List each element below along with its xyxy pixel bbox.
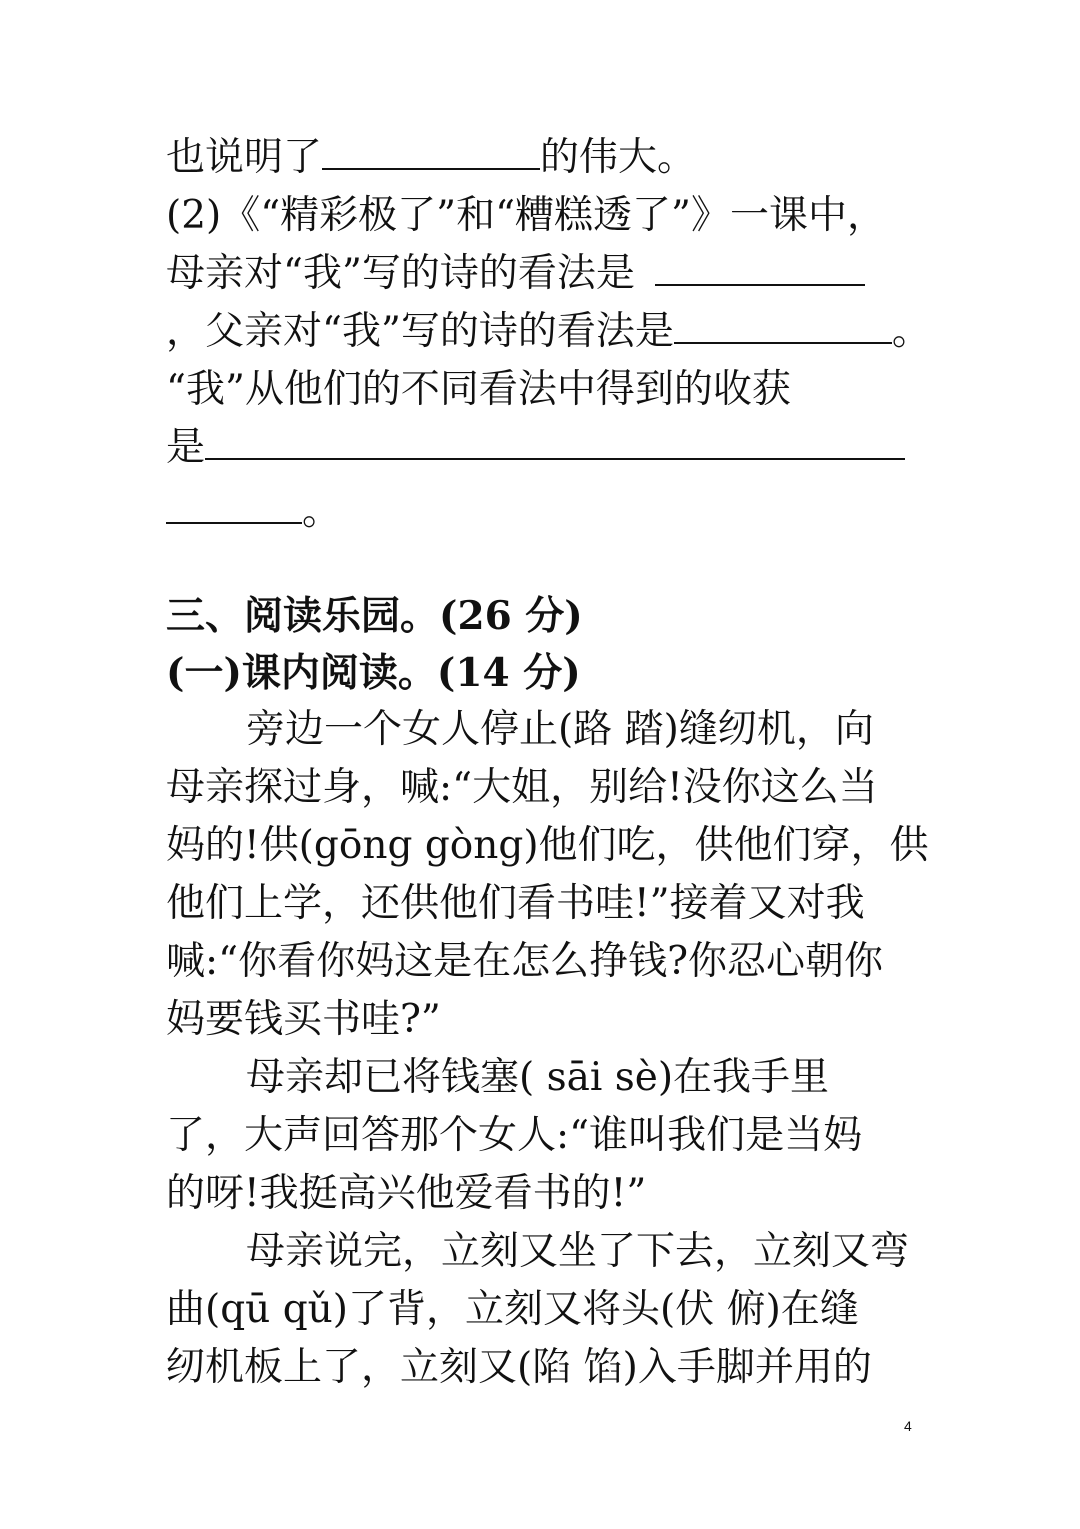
fill-in-line-6	[166, 420, 916, 476]
text-segment: 。	[891, 309, 931, 354]
fill-in-line-4	[166, 304, 931, 360]
answer-blank[interactable]	[166, 484, 302, 524]
passage-line: 母亲探过身，喊:“大姐，别给!没你这么当	[166, 765, 878, 810]
passage-line: 母亲说完，立刻又坐了下去，立刻又弯	[246, 1229, 910, 1274]
section-subtitle: (一)课内阅读。(14 分)	[166, 650, 581, 696]
fill-in-line-5: “我”从他们的不同看法中得到的收获	[166, 367, 791, 412]
answer-blank[interactable]	[674, 304, 892, 344]
passage-line: 旁边一个女人停止(路 踏)缝纫机，向	[246, 707, 874, 752]
fill-in-line-2: (2)《“精彩极了”和“糟糕透了”》一课中，	[166, 193, 886, 238]
passage-line: 妈要钱买书哇?”	[166, 997, 441, 1042]
text-segment: 也说明了	[166, 135, 323, 180]
answer-blank[interactable]	[655, 246, 865, 286]
passage-line: 母亲却已将钱塞( sāi sè)在我手里	[246, 1055, 830, 1100]
answer-blank[interactable]	[205, 420, 905, 460]
text-segment: 母亲对“我”写的诗的看法是	[166, 251, 635, 296]
answer-blank[interactable]	[322, 130, 540, 170]
section-title: 三、阅读乐园。(26 分)	[166, 593, 583, 639]
fill-in-line-3	[166, 246, 916, 302]
passage-line: 了，大声回答那个女人:“谁叫我们是当妈	[166, 1113, 863, 1158]
passage-line: 喊:“你看你妈这是在怎么挣钱?你忍心朝你	[166, 939, 883, 984]
passage-line: 的呀!我挺高兴他爱看书的!”	[166, 1171, 647, 1216]
page-number: 4	[904, 1418, 912, 1434]
passage-line: 妈的!供(gōng gòng)他们吃，供他们穿，供	[166, 823, 929, 868]
passage-line: 曲(qū qǔ)了背，立刻又将头(伏 俯)在缝	[166, 1287, 859, 1332]
text-segment: 的伟大。	[540, 135, 697, 180]
fill-in-line-7	[166, 484, 916, 540]
passage-line: 纫机板上了，立刻又(陷 馅)入手脚并用的	[166, 1345, 872, 1390]
text-segment: 。	[302, 489, 342, 534]
text-segment: ，父亲对“我”写的诗的看法是	[166, 309, 674, 354]
fill-in-line-1	[166, 130, 916, 186]
text-segment: 是	[166, 425, 206, 470]
passage-line: 他们上学，还供他们看书哇!”接着又对我	[166, 881, 865, 926]
